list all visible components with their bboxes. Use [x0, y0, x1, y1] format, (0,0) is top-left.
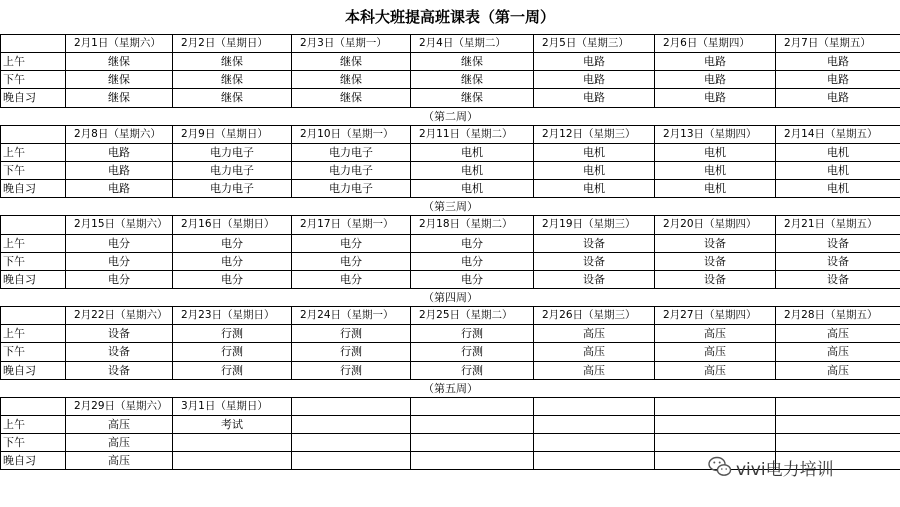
- date-header-row: [1, 307, 900, 325]
- course-cell: 电路: [534, 89, 655, 107]
- date-header-cell: 2月26日（星期三）: [534, 307, 655, 325]
- session-label: 晚自习: [1, 89, 66, 107]
- schedule-table: [0, 34, 900, 470]
- course-cell: 电分: [411, 234, 534, 252]
- course-cell: [411, 434, 534, 452]
- session-label: 晚自习: [1, 180, 66, 198]
- course-cell: 电分: [173, 252, 292, 270]
- date-header-cell: 2月25日（星期二）: [411, 307, 534, 325]
- date-header-cell: 2月15日（星期六）: [66, 216, 173, 234]
- course-cell: [411, 415, 534, 433]
- course-cell: 继保: [173, 53, 292, 71]
- course-cell: 行测: [173, 343, 292, 361]
- session-label: 下午: [1, 434, 66, 452]
- schedule-title: 本科大班提高班课表（第一周）: [344, 8, 555, 26]
- date-header-cell: 2月3日（星期一）: [292, 35, 411, 53]
- course-cell: 继保: [66, 71, 173, 89]
- course-cell: 电分: [66, 252, 173, 270]
- course-cell: [411, 452, 534, 470]
- course-cell: 设备: [534, 252, 655, 270]
- date-header-row: [1, 397, 900, 415]
- course-cell: 高压: [66, 434, 173, 452]
- date-header-cell: 2月11日（星期二）: [411, 125, 534, 143]
- session-row: [1, 343, 900, 361]
- week-label: （第三周）: [423, 200, 478, 214]
- course-cell: 设备: [534, 234, 655, 252]
- course-cell: 行测: [292, 343, 411, 361]
- course-cell: 电路: [66, 180, 173, 198]
- session-label: 晚自习: [1, 361, 66, 379]
- session-row: [1, 415, 900, 433]
- course-cell: 电路: [655, 53, 776, 71]
- course-cell: 继保: [411, 53, 534, 71]
- watermark-text: vivi电力培训: [736, 459, 834, 480]
- course-cell: 电机: [534, 161, 655, 179]
- course-cell: [173, 434, 292, 452]
- course-cell: [776, 415, 900, 433]
- course-cell: 行测: [173, 361, 292, 379]
- course-cell: [173, 452, 292, 470]
- course-cell: 电力电子: [173, 161, 292, 179]
- course-cell: 行测: [411, 343, 534, 361]
- session-row: [1, 161, 900, 179]
- course-cell: 电路: [66, 143, 173, 161]
- course-cell: 设备: [655, 252, 776, 270]
- course-cell: 高压: [66, 415, 173, 433]
- date-header-row: [1, 35, 900, 53]
- course-cell: 电机: [655, 180, 776, 198]
- date-header-cell: 3月1日（星期日）: [173, 397, 292, 415]
- corner-cell: [1, 125, 66, 143]
- date-header-row: [1, 125, 900, 143]
- course-cell: 电机: [776, 161, 900, 179]
- date-header-cell: 2月1日（星期六）: [66, 35, 173, 53]
- date-header-cell: 2月28日（星期五）: [776, 307, 900, 325]
- session-label: 晚自习: [1, 270, 66, 288]
- course-cell: 电分: [292, 270, 411, 288]
- course-cell: 电力电子: [292, 180, 411, 198]
- course-cell: 高压: [534, 325, 655, 343]
- course-cell: 电机: [534, 180, 655, 198]
- date-header-cell: 2月14日（星期五）: [776, 125, 900, 143]
- date-header-cell: 2月17日（星期一）: [292, 216, 411, 234]
- course-cell: 电路: [534, 53, 655, 71]
- course-cell: 设备: [776, 252, 900, 270]
- course-cell: 高压: [776, 361, 900, 379]
- course-cell: 设备: [776, 270, 900, 288]
- course-cell: [292, 452, 411, 470]
- date-header-cell: 2月23日（星期日）: [173, 307, 292, 325]
- course-cell: 高压: [776, 325, 900, 343]
- date-header-cell: [411, 397, 534, 415]
- date-header-cell: 2月24日（星期一）: [292, 307, 411, 325]
- course-cell: 继保: [292, 89, 411, 107]
- session-label: 上午: [1, 143, 66, 161]
- course-cell: 高压: [534, 361, 655, 379]
- course-cell: 电分: [173, 234, 292, 252]
- session-label: 上午: [1, 415, 66, 433]
- date-header-cell: 2月19日（星期三）: [534, 216, 655, 234]
- course-cell: 电路: [655, 89, 776, 107]
- date-header-cell: 2月8日（星期六）: [66, 125, 173, 143]
- week-label: （第二周）: [423, 109, 478, 123]
- session-row: [1, 143, 900, 161]
- session-label: 晚自习: [1, 452, 66, 470]
- course-cell: 高压: [655, 325, 776, 343]
- date-header-row: [1, 216, 900, 234]
- week-label: （第四周）: [423, 291, 478, 305]
- course-cell: 设备: [66, 361, 173, 379]
- schedule-body: [1, 35, 900, 470]
- course-cell: 电路: [776, 71, 900, 89]
- date-header-cell: 2月5日（星期三）: [534, 35, 655, 53]
- course-cell: 继保: [411, 71, 534, 89]
- course-cell: 电分: [411, 270, 534, 288]
- session-label: 下午: [1, 161, 66, 179]
- course-cell: 电路: [66, 161, 173, 179]
- date-header-cell: 2月4日（星期二）: [411, 35, 534, 53]
- watermark: [708, 452, 834, 482]
- session-label: 上午: [1, 325, 66, 343]
- course-cell: 继保: [173, 89, 292, 107]
- course-cell: 电机: [655, 161, 776, 179]
- date-header-cell: 2月22日（星期六）: [66, 307, 173, 325]
- session-row: [1, 89, 900, 107]
- course-cell: 电分: [292, 234, 411, 252]
- course-cell: 电路: [776, 53, 900, 71]
- course-cell: 电力电子: [292, 143, 411, 161]
- course-cell: [776, 434, 900, 452]
- course-cell: [655, 434, 776, 452]
- course-cell: 电路: [534, 71, 655, 89]
- corner-cell: [1, 35, 66, 53]
- week-label-row: [1, 379, 900, 397]
- course-cell: 设备: [776, 234, 900, 252]
- course-cell: 电机: [655, 143, 776, 161]
- week-label: （第五周）: [423, 381, 478, 395]
- wechat-icon: [708, 456, 732, 478]
- course-cell: 高压: [776, 343, 900, 361]
- course-cell: 设备: [534, 270, 655, 288]
- date-header-cell: 2月9日（星期日）: [173, 125, 292, 143]
- course-cell: 设备: [655, 270, 776, 288]
- course-cell: 电机: [776, 180, 900, 198]
- course-cell: 行测: [411, 361, 534, 379]
- date-header-cell: 2月13日（星期四）: [655, 125, 776, 143]
- corner-cell: [1, 216, 66, 234]
- session-row: [1, 234, 900, 252]
- course-cell: [655, 415, 776, 433]
- course-cell: 设备: [655, 234, 776, 252]
- date-header-cell: 2月16日（星期日）: [173, 216, 292, 234]
- course-cell: 电路: [655, 71, 776, 89]
- session-row: [1, 270, 900, 288]
- date-header-cell: 2月6日（星期四）: [655, 35, 776, 53]
- course-cell: 继保: [411, 89, 534, 107]
- session-row: [1, 434, 900, 452]
- course-cell: [292, 415, 411, 433]
- date-header-cell: 2月12日（星期三）: [534, 125, 655, 143]
- course-cell: 行测: [173, 325, 292, 343]
- course-cell: 高压: [655, 343, 776, 361]
- course-cell: 电机: [411, 180, 534, 198]
- corner-cell: [1, 397, 66, 415]
- date-header-cell: 2月18日（星期二）: [411, 216, 534, 234]
- course-cell: [292, 434, 411, 452]
- course-cell: 高压: [66, 452, 173, 470]
- course-cell: 电分: [411, 252, 534, 270]
- course-cell: 行测: [292, 361, 411, 379]
- week-label-row: [1, 288, 900, 306]
- course-cell: 高压: [534, 343, 655, 361]
- week-label-row: [1, 198, 900, 216]
- course-cell: 电机: [411, 143, 534, 161]
- date-header-cell: [534, 397, 655, 415]
- course-cell: [534, 434, 655, 452]
- course-cell: [534, 452, 655, 470]
- corner-cell: [1, 307, 66, 325]
- course-cell: 电机: [534, 143, 655, 161]
- session-row: [1, 71, 900, 89]
- course-cell: 继保: [292, 53, 411, 71]
- date-header-cell: 2月10日（星期一）: [292, 125, 411, 143]
- course-cell: 继保: [66, 89, 173, 107]
- session-label: 上午: [1, 234, 66, 252]
- date-header-cell: [655, 397, 776, 415]
- session-label: 下午: [1, 71, 66, 89]
- course-cell: 电力电子: [292, 161, 411, 179]
- date-header-cell: [292, 397, 411, 415]
- date-header-cell: 2月29日（星期六）: [66, 397, 173, 415]
- date-header-cell: 2月20日（星期四）: [655, 216, 776, 234]
- course-cell: 电机: [776, 143, 900, 161]
- week-label-row: [1, 107, 900, 125]
- course-cell: 电分: [66, 234, 173, 252]
- course-cell: 高压: [655, 361, 776, 379]
- course-cell: 电力电子: [173, 180, 292, 198]
- course-cell: 行测: [292, 325, 411, 343]
- session-label: 下午: [1, 343, 66, 361]
- session-row: [1, 361, 900, 379]
- date-header-cell: 2月7日（星期五）: [776, 35, 900, 53]
- course-cell: 电力电子: [173, 143, 292, 161]
- session-label: 上午: [1, 53, 66, 71]
- course-cell: 电分: [66, 270, 173, 288]
- course-cell: 行测: [411, 325, 534, 343]
- course-cell: 考试: [173, 415, 292, 433]
- session-label: 下午: [1, 252, 66, 270]
- course-cell: 继保: [66, 53, 173, 71]
- date-header-cell: 2月21日（星期五）: [776, 216, 900, 234]
- course-cell: 继保: [292, 71, 411, 89]
- date-header-cell: [776, 397, 900, 415]
- course-cell: 继保: [173, 71, 292, 89]
- session-row: [1, 325, 900, 343]
- course-cell: [534, 415, 655, 433]
- course-cell: 电机: [411, 161, 534, 179]
- course-cell: 设备: [66, 343, 173, 361]
- date-header-cell: 2月2日（星期日）: [173, 35, 292, 53]
- course-cell: 电分: [292, 252, 411, 270]
- course-cell: 电分: [173, 270, 292, 288]
- session-row: [1, 180, 900, 198]
- session-row: [1, 252, 900, 270]
- course-cell: 电路: [776, 89, 900, 107]
- date-header-cell: 2月27日（星期四）: [655, 307, 776, 325]
- session-row: [1, 53, 900, 71]
- course-cell: 设备: [66, 325, 173, 343]
